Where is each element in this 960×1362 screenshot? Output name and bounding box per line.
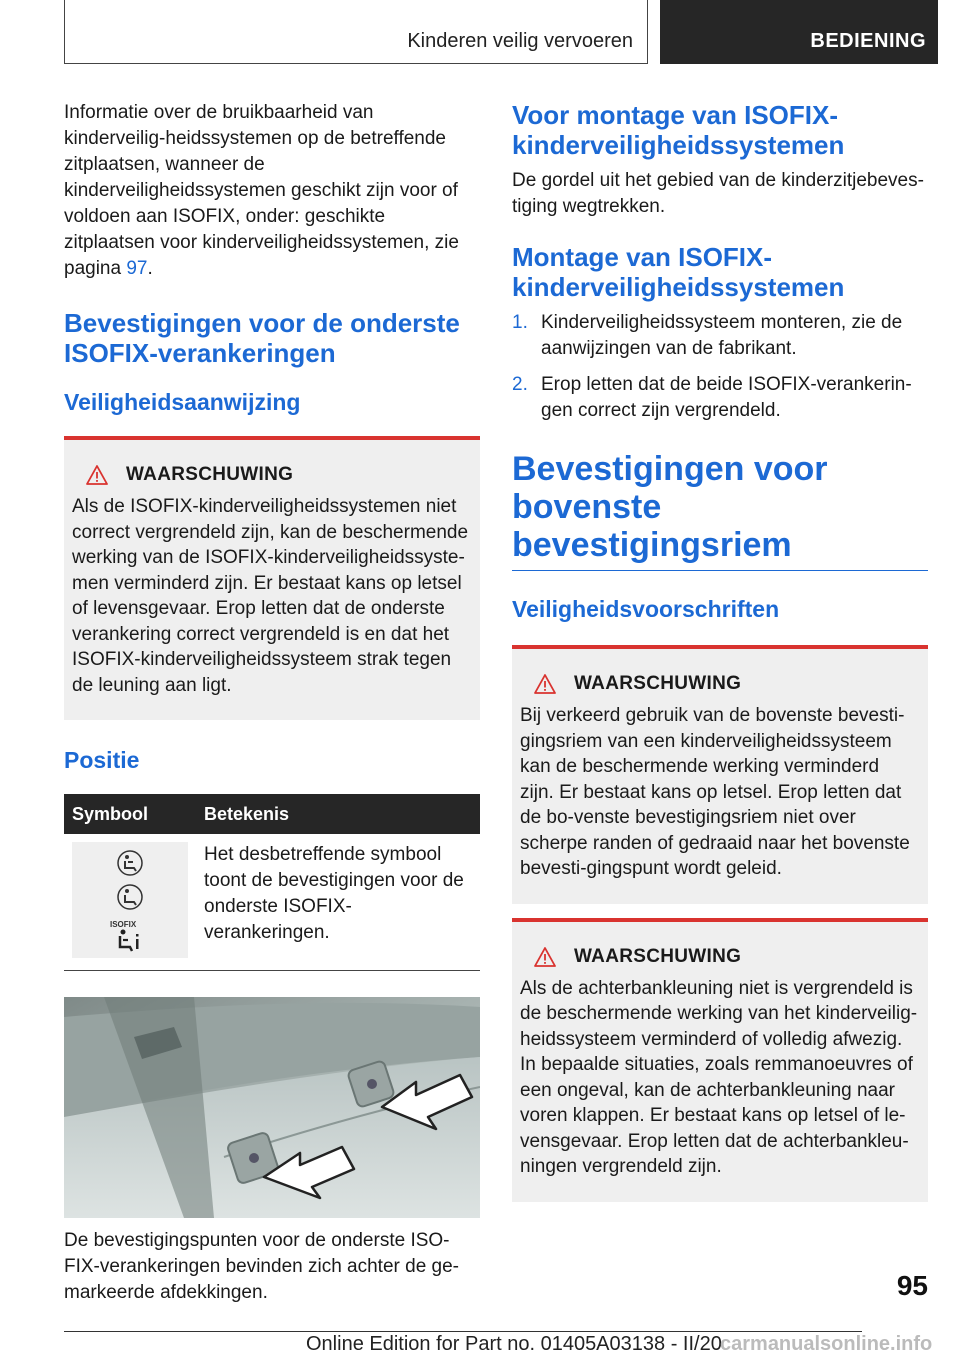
header-section-title: Kinderen veilig vervoeren <box>407 30 633 52</box>
heading-before-mounting: Voor montage van ISOFIX-kinderveiligheidssystemen <box>512 100 845 160</box>
warning-triangle-icon <box>86 465 108 485</box>
warning-title: WAARSCHUWING <box>520 673 918 695</box>
footer-edition: Online Edition for Part no. 01405A03138 - II/20 <box>306 1333 722 1355</box>
table-row <box>64 834 480 971</box>
isofix-symbol <box>72 842 188 958</box>
mounting-steps <box>512 310 928 424</box>
table-row-text: Het desbetreffende symbool toont de bevestigingen voor de onderste ISOFIX-verankeringen. <box>196 834 480 971</box>
heading-top-tether: Bevestigingen voor bovenste bevestigingsriem <box>512 450 828 564</box>
warning-title: WAARSCHUWING <box>520 946 918 968</box>
isofix-label: ISOFIX <box>110 920 137 929</box>
isofix-info-icon <box>116 928 144 954</box>
heading-lower-isofix: Bevestigingen voor de onderste ISOFIX-verankeringen <box>64 308 460 368</box>
table-header-symbol: Symbool <box>64 794 196 834</box>
before-mounting-text: De gordel uit het gebied van de kinderzitjebeves-tiging wegtrekken. <box>512 170 924 217</box>
isofix-badge-icon <box>117 884 143 910</box>
warning-box <box>512 918 928 1202</box>
intro-paragraph: Informatie over de bruikbaarheid van kinderveilig-heidssystemen op de betreffende zitplaatsen, wanneer de kinderveiligheidssystemen geschikt zijn voor of voldoen aan ISOFIX, onder: geschikte zitplaatsen voor kinderveiligheidssystemen, zie pagina 97. <box>64 102 459 279</box>
heading-position: Positie <box>64 747 140 773</box>
footer-divider <box>64 1331 862 1332</box>
header-chapter-title: BEDIENING <box>810 30 926 52</box>
table-header-meaning: Betekenis <box>196 794 480 834</box>
warning-text: Als de ISOFIX-kinderveiligheidssystemen niet correct vergrendeld zijn, kan de beschermende werking van de ISOFIX-kinderveiligheidssyste-men verminderd zijn. Er bestaat kans op letsel of levensgevaar. Erop letten dat de onderste verankering correct vergrendeld is en dat het ISOFIX-kinderveiligheidssysteem strak tegen de leuning aan ligt. <box>72 496 469 696</box>
seat-photo-illustration <box>64 997 480 1218</box>
header-chapter-box <box>660 0 938 64</box>
warning-box <box>64 436 480 720</box>
page-link[interactable]: 97 <box>126 258 148 279</box>
right-column <box>512 100 928 1202</box>
footer-watermark: carmanualsonline.info <box>720 1333 933 1355</box>
photo-caption: De bevestigingspunten voor de onderste ISO-FIX-verankeringen bevinden zich achter de ge-markeerde afdekkingen. <box>64 1230 460 1303</box>
warning-triangle-icon <box>534 947 556 967</box>
symbol-table <box>64 794 480 971</box>
warning-text: Bij verkeerd gebruik van de bovenste bevesti-gingsriem van een kinderveiligheidssysteem kan de beschermende werking verminderd zijn. Er bestaat kans op letsel. Erop letten dat de bo-venste bevestigingsriem niet over scherpe randen of gedraaid naar het bovenste bevesti-gingspunt wordt geleid. <box>520 705 910 879</box>
isofix-seat-icon <box>117 850 143 876</box>
page-number: 95 <box>896 1270 928 1301</box>
warning-title: WAARSCHUWING <box>72 464 470 486</box>
seat-photo <box>64 997 480 1218</box>
list-item: 1. Kinderveiligheidssysteem monteren, zie de aanwijzingen van de fabrikant. <box>512 312 903 359</box>
warning-text: Als de achterbankleuning niet is vergrendeld is de beschermende werking van het kinderveilig-heidssysteem verminderd of volledig afwezig. In bepaalde situaties, zoals remmanoeuvres of een ongeval, kan de achterbankleuning naar voren klappen. Er bestaat kans op letsel of le-vensgevaar. Erop letten dat de achterbankleu-ningen vergrendeld zijn. <box>520 977 918 1177</box>
warning-box <box>512 645 928 904</box>
heading-top-tether-wrap <box>512 450 928 571</box>
heading-mounting: Montage van ISOFIX-kinderveiligheidssystemen <box>512 242 845 302</box>
header-section-box <box>64 0 648 64</box>
left-column <box>64 100 480 1306</box>
heading-safety-note: Veiligheidsaanwijzing <box>64 389 301 415</box>
heading-safety-regulations: Veiligheidsvoorschriften <box>512 596 780 622</box>
warning-triangle-icon <box>534 674 556 694</box>
list-item: 2. Erop letten dat de beide ISOFIX-verankerin-gen correct zijn vergrendeld. <box>512 374 912 421</box>
